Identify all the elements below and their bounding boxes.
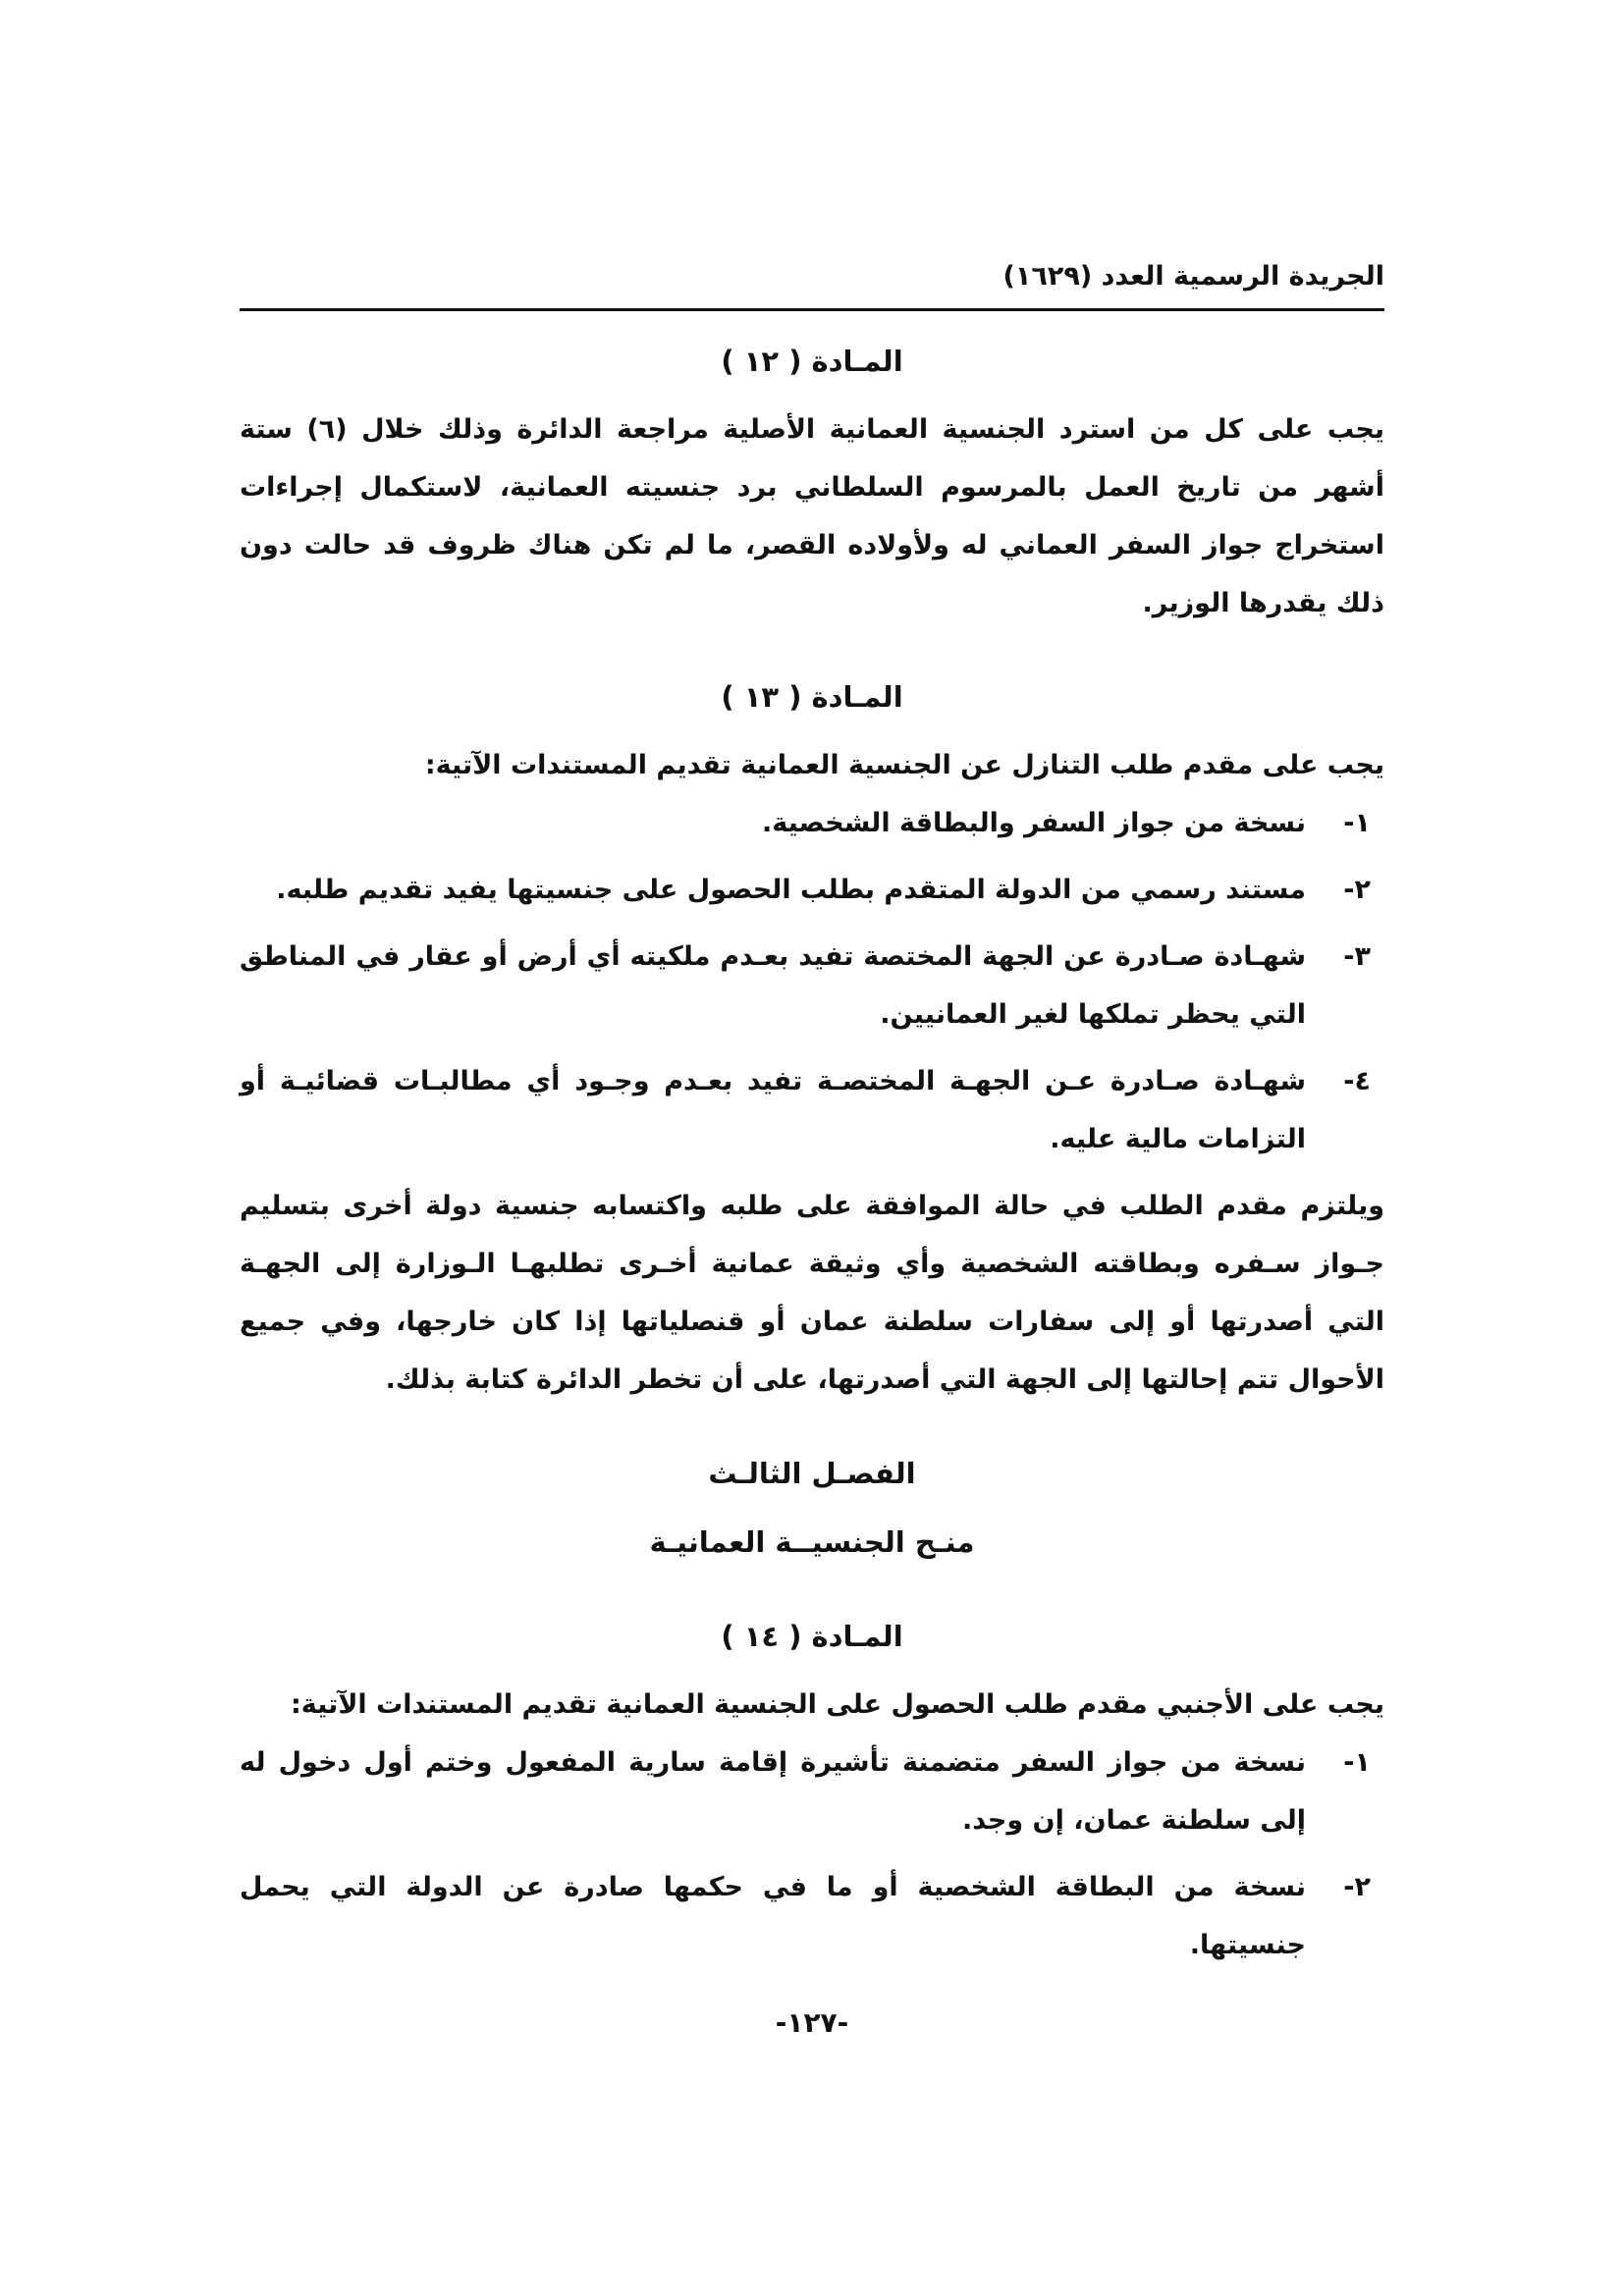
list-item — [240, 1734, 1384, 1849]
article-13-closing: ويلتزم مقدم الطلب في حالة الموافقة على طلبه واكتسابه جنسية دولة أخرى بتسليم جـواز سـفره وبطاقته الشخصية وأي وثيقة عمانية أخـرى تطلبهـا الـوزارة إلى الجهـة التي أصدرتها أو إلى سفارات سلطنة عمان أو قنصلياتها إذا كان خارجها، وفي جميع الأحوال تتم إحالتها إلى الجهة التي أصدرتها، على أن تخطر الدائرة كتابة بذلك. — [240, 1191, 1384, 1395]
article-14-heading: المـادة ( ١٤ ) — [721, 1620, 903, 1653]
list-item-number: ٣- — [1343, 941, 1371, 972]
article-13-heading: المـادة ( ١٣ ) — [721, 680, 903, 714]
list-item-number: ٢- — [1343, 875, 1371, 905]
article-14-intro: يجب على الأجنبي مقدم طلب الحصول على الجنسية العمانية تقديم المستندات الآتية: — [290, 1689, 1384, 1720]
page-number: -١٢٧- — [775, 2006, 849, 2039]
list-item-text: شهـادة صـادرة عن الجهة المختصة تفيد بعـدم ملكيته أي أرض أو عقار في المناطق التي يحظر تملكها لغير العمانيين. — [240, 941, 1306, 1030]
list-item-number: ٢- — [1343, 1872, 1371, 1902]
article-13-intro: يجب على مقدم طلب التنازل عن الجنسية العمانية تقديم المستندات الآتية: — [424, 750, 1384, 780]
list-item-number: ١- — [1343, 1747, 1371, 1778]
article-12-paragraph: يجب على كل من استرد الجنسية العمانية الأصلية مراجعة الدائرة وذلك خلال (٦) ستة أشهر من تاريخ العمل بالمرسوم السلطاني برد جنسيته العمانية، لاستكمال إجراءات استخراج جواز السفر العماني له ولأولاده القصر، ما لم تكن هناك ظروف قد حالت دون ذلك يقدرها الوزير. — [240, 414, 1384, 618]
list-item-text: نسخة من البطاقة الشخصية أو ما في حكمها صادرة عن الدولة التي يحمل جنسيتها. — [240, 1872, 1306, 1960]
list-item-number: ٤- — [1343, 1066, 1371, 1096]
list-item — [240, 794, 1384, 852]
list-item — [240, 861, 1384, 919]
list-item — [240, 1858, 1384, 1974]
list-item-text: مستند رسمي من الدولة المتقدم بطلب الحصول على جنسيتها يفيد تقديم طلبه. — [276, 875, 1306, 905]
chapter-title: الفصـل الثالـث — [708, 1457, 916, 1490]
chapter-subtitle: منـح الجنسيــة العمانيـة — [649, 1525, 975, 1559]
list-item-text: شهـادة صـادرة عـن الجهـة المختصـة تفيد بعـدم وجـود أي مطالبـات قضائيـة أو التزامات مالية عليه. — [240, 1066, 1306, 1154]
list-item — [240, 1052, 1384, 1168]
list-item-number: ١- — [1343, 808, 1371, 838]
gazette-title: الجريدة الرسمية العدد (١٦٢٩) — [1002, 261, 1384, 292]
list-item-text: نسخة من جواز السفر متضمنة تأشيرة إقامة سارية المفعول وختم أول دخول له إلى سلطنة عمان، إن وجد. — [240, 1747, 1306, 1836]
article-12-heading: المـادة ( ١٢ ) — [721, 345, 903, 378]
page-header — [240, 257, 1384, 311]
article-14-list — [240, 1734, 1384, 1974]
page-content — [240, 332, 1384, 1983]
list-item-text: نسخة من جواز السفر والبطاقة الشخصية. — [761, 808, 1306, 838]
article-13-list — [240, 794, 1384, 1168]
list-item — [240, 928, 1384, 1043]
